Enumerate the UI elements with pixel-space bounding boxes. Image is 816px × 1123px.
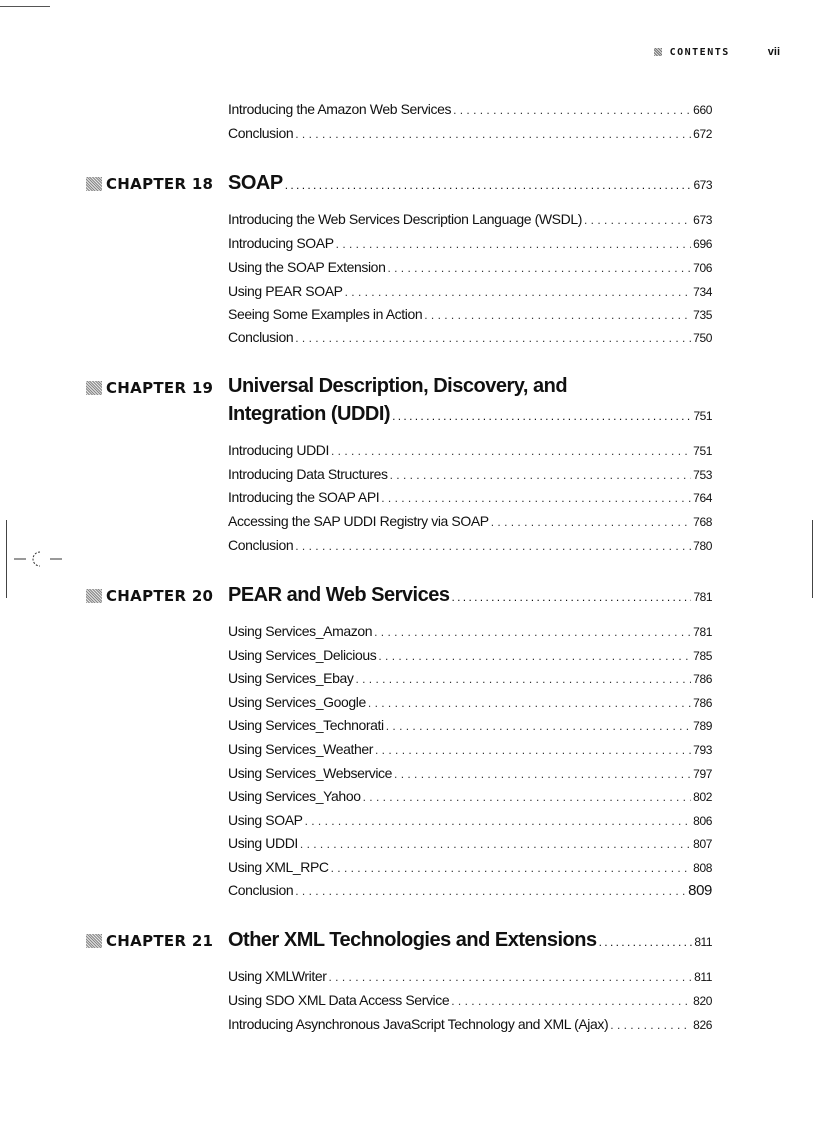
toc-entry[interactable]: Introducing Asynchronous JavaScript Technology and XML (Ajax) . . . 826 (228, 1015, 712, 1034)
toc-entry[interactable]: Using Services_Delicious . . . 785 (228, 646, 712, 665)
leader-dots (331, 441, 691, 460)
leader-dots (451, 583, 691, 609)
leader-dots (355, 669, 691, 688)
toc-entry[interactable]: Conclusion . . . 750 (228, 328, 712, 347)
leader-dots (295, 536, 691, 555)
leader-dots (386, 716, 691, 735)
leader-dots (363, 787, 692, 806)
toc-entry[interactable]: Using Services_Yahoo . . . 802 (228, 787, 712, 806)
leader-dots (295, 124, 691, 143)
leader-dots (584, 210, 691, 229)
leader-dots (453, 100, 691, 119)
leader-dots (295, 881, 686, 900)
toc-entry[interactable]: Using XML_RPC . . . 808 (228, 858, 712, 877)
crop-mark-right (812, 520, 813, 598)
chapter-title[interactable]: Other XML Technologies and Extensions . . . 811 (228, 928, 712, 954)
toc-entry[interactable]: Introducing the SOAP API . . . 764 (228, 488, 712, 507)
leader-dots (285, 171, 692, 197)
leader-dots (599, 928, 693, 954)
leader-dots (375, 740, 691, 759)
toc-entry[interactable]: Using PEAR SOAP . . . 734 (228, 282, 712, 301)
crop-mark-left (6, 520, 7, 598)
chapter-label: CHAPTER 18 (86, 175, 216, 193)
leader-dots (491, 512, 691, 531)
leader-dots (424, 305, 691, 324)
toc-entry[interactable]: Using Services_Weather . . . 793 (228, 740, 712, 759)
toc-entry[interactable]: Using Services_Technorati . . . 789 (228, 716, 712, 735)
leader-dots (378, 646, 691, 665)
toc-entry[interactable]: Using Services_Amazon . . . 781 (228, 622, 712, 641)
registration-mark-icon (14, 549, 64, 569)
leader-dots (392, 402, 691, 428)
toc-entry-page: 660 (693, 103, 712, 117)
running-head (640, 44, 780, 60)
leader-dots (368, 693, 691, 712)
leader-dots (451, 991, 691, 1010)
toc-entry[interactable]: Using the SOAP Extension . . . 706 (228, 258, 712, 277)
chapter-label: CHAPTER 21 (86, 932, 216, 950)
leader-dots (394, 764, 691, 783)
chapter-title[interactable]: Integration (UDDI) . . . 751 (228, 402, 712, 428)
toc-entry[interactable]: Introducing the Web Services Description Language (WSDL) . . . 673 (228, 210, 712, 229)
bullet-square-icon (654, 48, 662, 56)
toc-entry[interactable]: Introducing SOAP . . . 696 (228, 234, 712, 253)
toc-entry[interactable]: Using Services_Google . . . 786 (228, 693, 712, 712)
toc-entry-page: 672 (693, 127, 712, 141)
leader-dots (610, 1015, 691, 1034)
toc-entry[interactable]: Conclusion . . . 780 (228, 536, 712, 555)
leader-dots (387, 258, 691, 277)
crop-mark-top (0, 6, 50, 7)
toc-entry[interactable]: Using SDO XML Data Access Service . . . 820 (228, 991, 712, 1010)
chapter-label: CHAPTER 19 (86, 379, 216, 397)
leader-dots (305, 811, 692, 830)
page-number: vii (767, 46, 780, 58)
toc-entry[interactable]: Using UDDI . . . 807 (228, 834, 712, 853)
toc-entry[interactable]: Using Services_Webservice . . . 797 (228, 764, 712, 783)
toc-entry-label: Conclusion (228, 125, 294, 141)
toc-entry[interactable] (228, 100, 712, 119)
chapter-square-icon (86, 177, 102, 191)
chapter-title-line1: Universal Description, Discovery, and (228, 375, 568, 397)
toc-entry[interactable] (228, 124, 712, 143)
toc-entry-label: Introducing the Amazon Web Services (228, 101, 452, 117)
leader-dots (329, 967, 693, 986)
toc-entry[interactable]: Introducing UDDI . . . 751 (228, 441, 712, 460)
chapter-label: CHAPTER 20 (86, 587, 216, 605)
leader-dots (295, 328, 691, 347)
chapter-square-icon (86, 934, 102, 948)
leader-dots (374, 622, 691, 641)
leader-dots (300, 834, 691, 853)
chapter-square-icon (86, 589, 102, 603)
toc-entry[interactable]: Accessing the SAP UDDI Registry via SOAP . . . 768 (228, 512, 712, 531)
chapter-title[interactable]: SOAP . . . 673 (228, 171, 712, 197)
chapter-title[interactable]: PEAR and Web Services . . . 781 (228, 583, 712, 609)
chapter-square-icon (86, 381, 102, 395)
leader-dots (381, 488, 691, 507)
toc-entry[interactable]: Using XMLWriter . . . 811 (228, 967, 712, 986)
leader-dots (336, 234, 692, 253)
toc-entry[interactable]: Conclusion . . . 809 (228, 881, 712, 900)
toc-entry[interactable]: Introducing Data Structures . . . 753 (228, 465, 712, 484)
leader-dots (390, 465, 692, 484)
running-head-title: CONTENTS (669, 46, 730, 58)
leader-dots (331, 858, 692, 877)
toc-entry[interactable]: Using Services_Ebay . . . 786 (228, 669, 712, 688)
leader-dots (345, 282, 692, 301)
toc-entry[interactable]: Using SOAP . . . 806 (228, 811, 712, 830)
toc-entry[interactable]: Seeing Some Examples in Action . . . 735 (228, 305, 712, 324)
